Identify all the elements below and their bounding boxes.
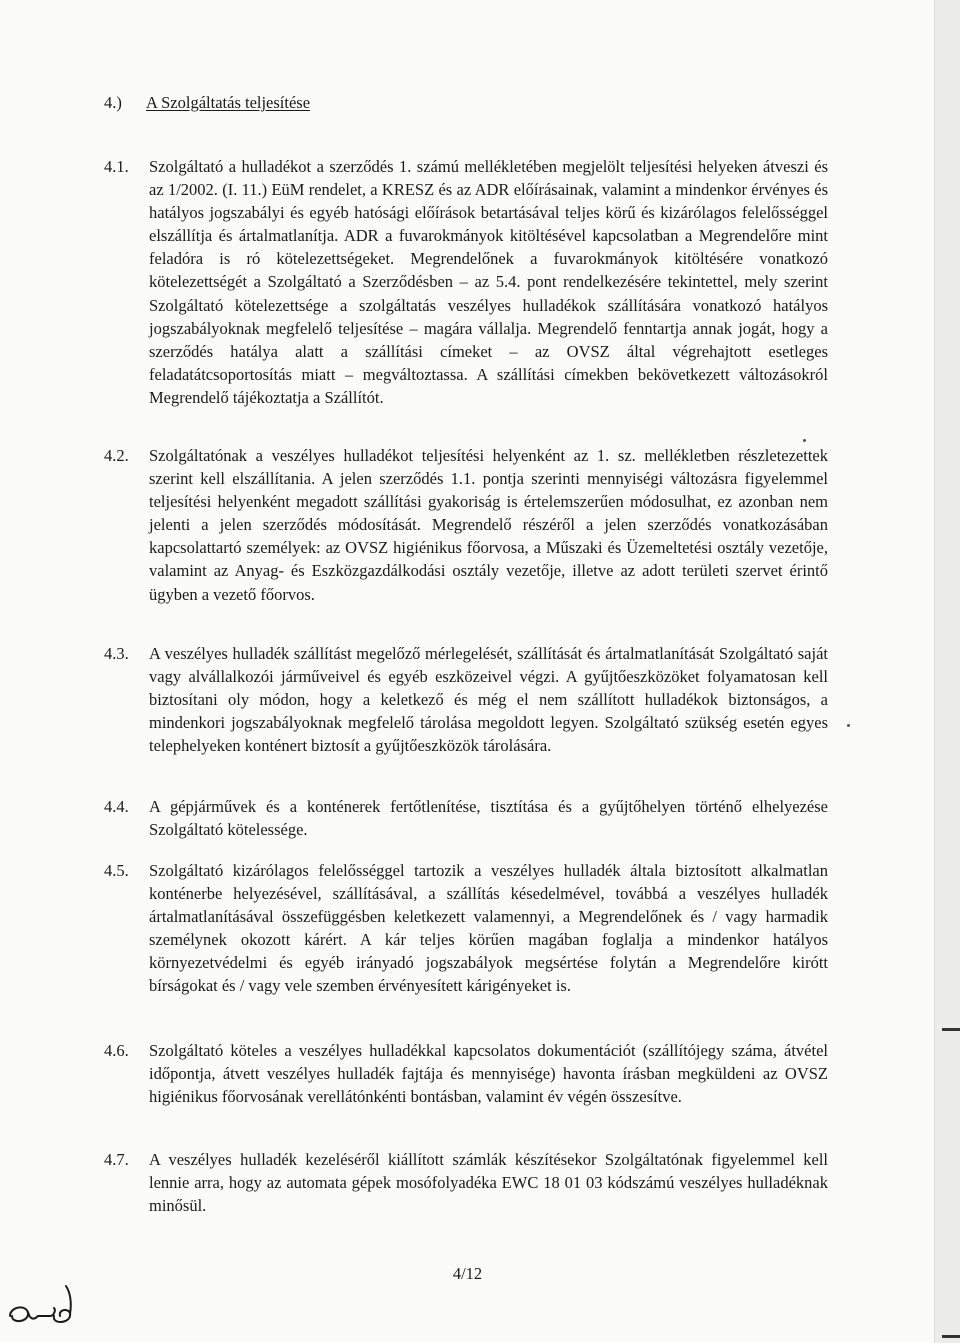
clause-number: 4.6. (104, 1041, 129, 1060)
clause-number: 4.7. (104, 1150, 129, 1169)
scan-speck (803, 439, 806, 442)
section-number: 4.) (104, 93, 122, 112)
clause-4-2 (104, 444, 828, 606)
clause-text: A gépjárművek és a konténerek fertőtlenítése, tisztítása és a gyűjtőhelyen történő elhelyezése Szolgáltató kötelessége. (149, 797, 828, 840)
clause-text: A veszélyes hulladék szállítást megelőző mérlegelését, szállítását és ártalmatlanítását Szolgáltató saját vagy alvállalkozói járműveivel és egyéb eszközeivel végzi. A gyűjtőeszközöket folyamatosan kell biztosítani oly módon, hogy a keletkező és még el nem szállított hulladékok biztonságos, a mindenkori jogszabályoknak megfelelő tárolása megoldott legyen. Szolgáltató szükség esetén egyes telephelyeken konténert biztosít a gyűjtőeszközök tárolására. (149, 644, 828, 756)
scan-page-edge (934, 0, 960, 1343)
clause-4-7 (104, 1148, 828, 1217)
clause-number: 4.3. (104, 644, 129, 663)
clause-4-1 (104, 155, 828, 409)
clause-number: 4.5. (104, 861, 129, 880)
page-number: 4/12 (452, 1264, 483, 1283)
clause-text: A veszélyes hulladék kezeléséről kiállított számlák készítésekor Szolgáltatónak figyelemmel kell lennie arra, hogy az automata gépek mosófolyadéka EWC 18 01 03 kódszámú veszélyes hulladéknak minősül. (149, 1150, 828, 1216)
section-heading (104, 93, 310, 113)
scan-edge-mark (942, 1335, 960, 1338)
clause-4-4 (104, 795, 828, 841)
clause-4-6 (104, 1039, 828, 1108)
clause-number: 4.2. (104, 446, 129, 465)
clause-text: Szolgáltató köteles a veszélyes hulladékkal kapcsolatos dokumentációt (szállítójegy száma, átvétel időpontja, átvett veszélyes hulladék fajtája és mennyisége) havonta írásban megküldeni az OVSZ higiénikus főorvosának verellátónkénti bontásban, valamint év végén összesítve. (149, 1041, 828, 1107)
clause-4-5 (104, 859, 828, 998)
clause-number: 4.4. (104, 797, 129, 816)
scan-speck (847, 724, 850, 727)
clause-number: 4.1. (104, 157, 129, 176)
clause-text: Szolgáltatónak a veszélyes hulladékot teljesítési helyenként az 1. sz. mellékletben részletezettek szerint kell elszállítania. A jelen szerződés 1.1. pontja szerinti mennyiségi változásra figyelemmel teljesítési helyenként megadott szállítási gyakoriság is értelemszerűen módosulhat, ez azonban nem jelenti a jelen szerződés módosítását. Megrendelő részéről a jelen szerződés vonatkozásában kapcsolattartó személyek: az OVSZ higiénikus főorvosa, a Műszaki és Üzemeltetési osztály vezetője, valamint az Anyag- és Eszközgazdálkodási osztály vezetője, illetve az adott területi szervet érintő ügyben a vezető főorvos. (149, 446, 828, 604)
clause-text: Szolgáltató kizárólagos felelősséggel tartozik a veszélyes hulladék általa biztosított alkalmatlan konténerbe helyezésével, szállításával, a szállítás késedelmével, továbbá a veszélyes hulladék ártalmatlanításával összefüggésben keletkezett valamennyi, a Megrendelőnek és / vagy harmadik személynek okozott kárért. A kár teljes körűen magában foglalja a mindenkor hatályos környezetvédelmi és egyéb irányadó jogszabályok megsértése folytán a Megrendelőre kirótt bírságokat és / vagy vele szemben érvényesített kárigényeket is. (149, 861, 828, 996)
scan-edge-mark (942, 1028, 960, 1031)
clause-4-3 (104, 642, 828, 757)
section-title: A Szolgáltatás teljesítése (146, 93, 311, 112)
clause-text: Szolgáltató a hulladékot a szerződés 1. számú mellékletében megjelölt teljesítési helyeken átveszi és az 1/2002. (I. 11.) EüM rendelet, a KRESZ és az ADR előírásainak, valamint a mindenkor érvényes és hatályos jogszabályi és egyéb hatósági előírások betartásával teljes körű és kizárólagos felelősséggel elszállítja és ártalmatlanítja. ADR a fuvarokmányok kitöltésével kapcsolatban a Megrendelőre mint feladóra is ró kötelezettségeket. Megrendelőnek a fuvarokmányok kitöltésére vonatkozó kötelezettségét a Szolgáltató a Szerződésben – az 5.4. pont rendelkezésére tekintettel, mely szerint Szolgáltató kötelezettsége a szolgáltatás veszélyes hulladékok szállítására vonatkozó hatályos jogszabályoknak megfelelő teljesítése – magára vállalja. Megrendelő fenntartja annak jogát, hogy a szerződés hatálya alatt a szállítási címeket – az OVSZ által végrehajtott esetleges feladatátcsoportosítás miatt – megváltoztassa. A szállítási címekben bekövetkezett változásokról Megrendelő tájékoztatja a Szállítót. (149, 157, 828, 407)
signature-initials (6, 1278, 98, 1334)
